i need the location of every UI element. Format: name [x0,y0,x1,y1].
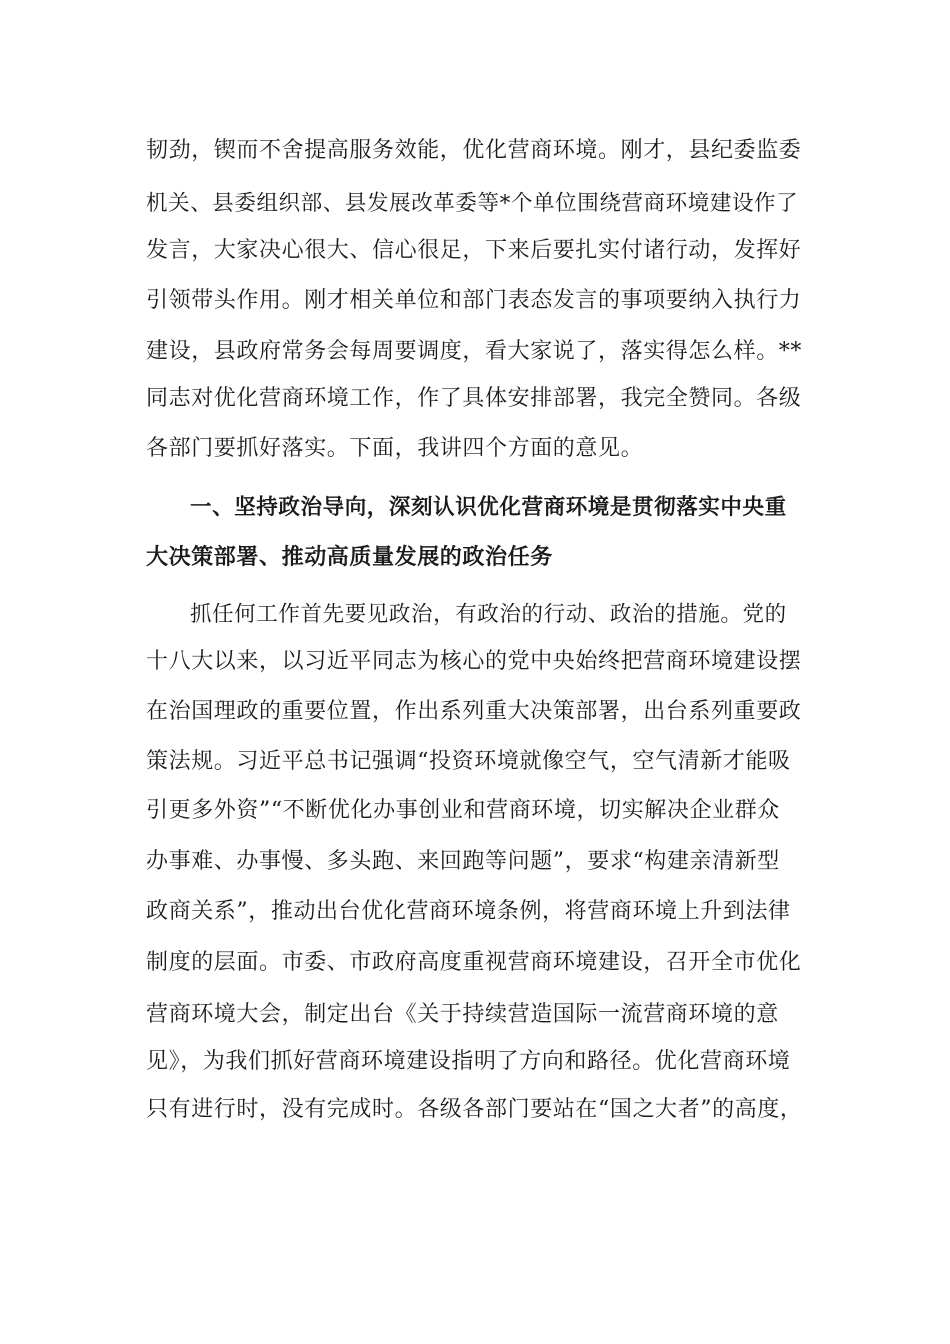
paragraph-line: 制度的层面。市委、市政府高度重视营商环境建设，召开全市优化 [146,950,802,975]
paragraph-line: 只有进行时，没有完成时。各级各部门要站在“国之大者”的高度， [146,1097,803,1122]
paragraph-line: 十八大以来，以习近平同志为核心的党中央始终把营商环境建设摆 [146,649,802,674]
paragraph-line: 同志对优化营商环境工作，作了具体安排部署，我完全赞同。各级 [146,386,802,411]
paragraph-line: 见》，为我们抓好营商环境建设指明了方向和路径。优化营商环境 [146,1049,791,1074]
paragraph-line: 政商关系”，推动出台优化营商环境条例，将营商环境上升到法律 [146,899,791,924]
paragraph-line: 发言，大家决心很大、信心很足，下来后要扎实付诸行动，发挥好 [146,238,802,263]
paragraph-line: 营商环境大会，制定出台《关于持续营造国际一流营商环境的意 [146,1002,779,1027]
paragraph-line: 引领带头作用。刚才相关单位和部门表态发言的事项要纳入执行力 [146,288,802,313]
paragraph-line: 引更多外资”“不断优化办事创业和营商环境，切实解决企业群众 [146,798,780,823]
paragraph-line: 机关、县委组织部、县发展改革委等*个单位围绕营商环境建设作了 [146,191,799,216]
paragraph-line: 建设，县政府常务会每周要调度，看大家说了，落实得怎么样。** [146,339,803,364]
section-heading-line: 一、坚持政治导向，深刻认识优化营商环境是贯彻落实中央重 [190,495,787,520]
section-heading-line: 大决策部署、推动高质量发展的政治任务 [146,544,553,570]
paragraph-line: 抓任何工作首先要见政治，有政治的行动、政治的措施。党的 [190,602,787,627]
paragraph-line: 韧劲，锲而不舍提高服务效能，优化营商环境。刚才，县纪委监委 [146,138,802,163]
paragraph-line: 在治国理政的重要位置，作出系列重大决策部署，出台系列重要政 [146,699,802,724]
paragraph-line: 各部门要抓好落实。下面，我讲四个方面的意见。 [146,436,644,461]
paragraph-line: 办事难、办事慢、多头跑、来回跑等问题”，要求“构建亲清新型 [146,849,780,874]
paragraph-line: 策法规。习近平总书记强调“投资环境就像空气，空气清新才能吸 [146,749,791,774]
